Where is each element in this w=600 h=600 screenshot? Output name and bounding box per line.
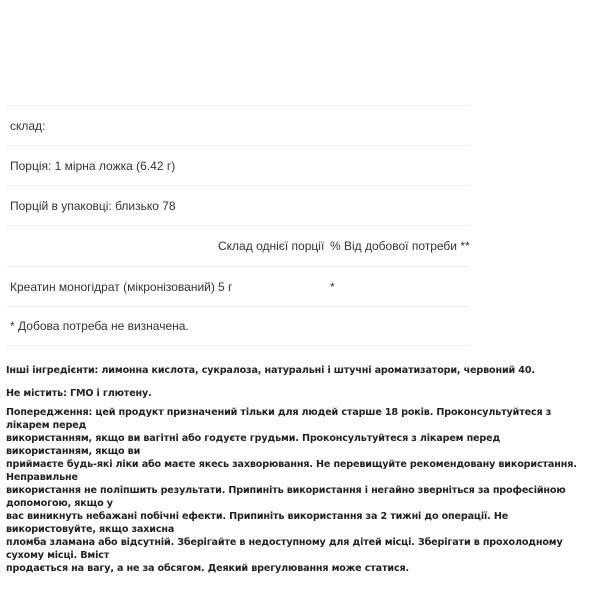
other-ingredients: Інші інгредієнти: лимонна кислота, сукралоза, натуральні і штучні ароматизатори, червоний 40.	[6, 365, 535, 376]
servings-per-container: Порцій в упаковці: близько 78	[10, 198, 176, 213]
warning-line: використання не поліпшить результати. Припиніть використання і негайно зверніться за професійною допомогою, якщо у	[6, 485, 566, 509]
warning-line: пломба зламана або відсутній. Зберігайте в недоступному для дітей місці. Зберігати в прохолодному сухому місці. Вміст	[6, 537, 563, 561]
table-row	[6, 266, 470, 306]
warning-line: вас виникнуть небажані побічні ефекти. Припиніть використання за 2 тижні до операції. Не використовуйте, якщо захисна	[6, 511, 509, 535]
header-cell-daily-value: % Від добової потреби **	[330, 239, 470, 253]
serving-size-row	[6, 145, 470, 185]
footnote-row	[6, 306, 470, 346]
composition-label: склад:	[10, 118, 46, 133]
supplement-facts-table	[6, 105, 470, 346]
header-cell-per-serving: Склад однієї порції	[218, 239, 325, 253]
composition-label-row	[6, 105, 470, 145]
ingredient-daily-value: *	[330, 279, 335, 294]
warning-line: продається на вагу, а не за обсягом. Деякий врегулювання може статися.	[6, 563, 409, 574]
servings-per-container-row	[6, 185, 470, 225]
serving-size: Порція: 1 мірна ложка (6.42 г)	[10, 158, 176, 173]
warning-line: приймаєте будь-які ліки або маєте якесь захворювання. Не перевищуйте рекомендовану використання. Неправильне	[6, 459, 577, 483]
warning-paragraph	[6, 406, 586, 575]
table-header-row	[6, 225, 470, 266]
warning-line: використанням, якщо ви вагітні або годуєте грудьми. Проконсультуйтеся з лікарем перед використанням, якщо ви	[6, 433, 501, 457]
ingredient-name: Креатин моногідрат (мікронізований)	[10, 279, 215, 294]
free-from-statement: Не містить: ГМО і глютену.	[6, 388, 152, 399]
ingredient-amount: 5 г	[218, 279, 233, 294]
warning-line: Попередження: цей продукт призначений тільки для людей старше 18 років. Проконсультуйтеся з лікарем перед	[6, 407, 552, 431]
footnote: * Добова потреба не визначена.	[10, 319, 189, 333]
